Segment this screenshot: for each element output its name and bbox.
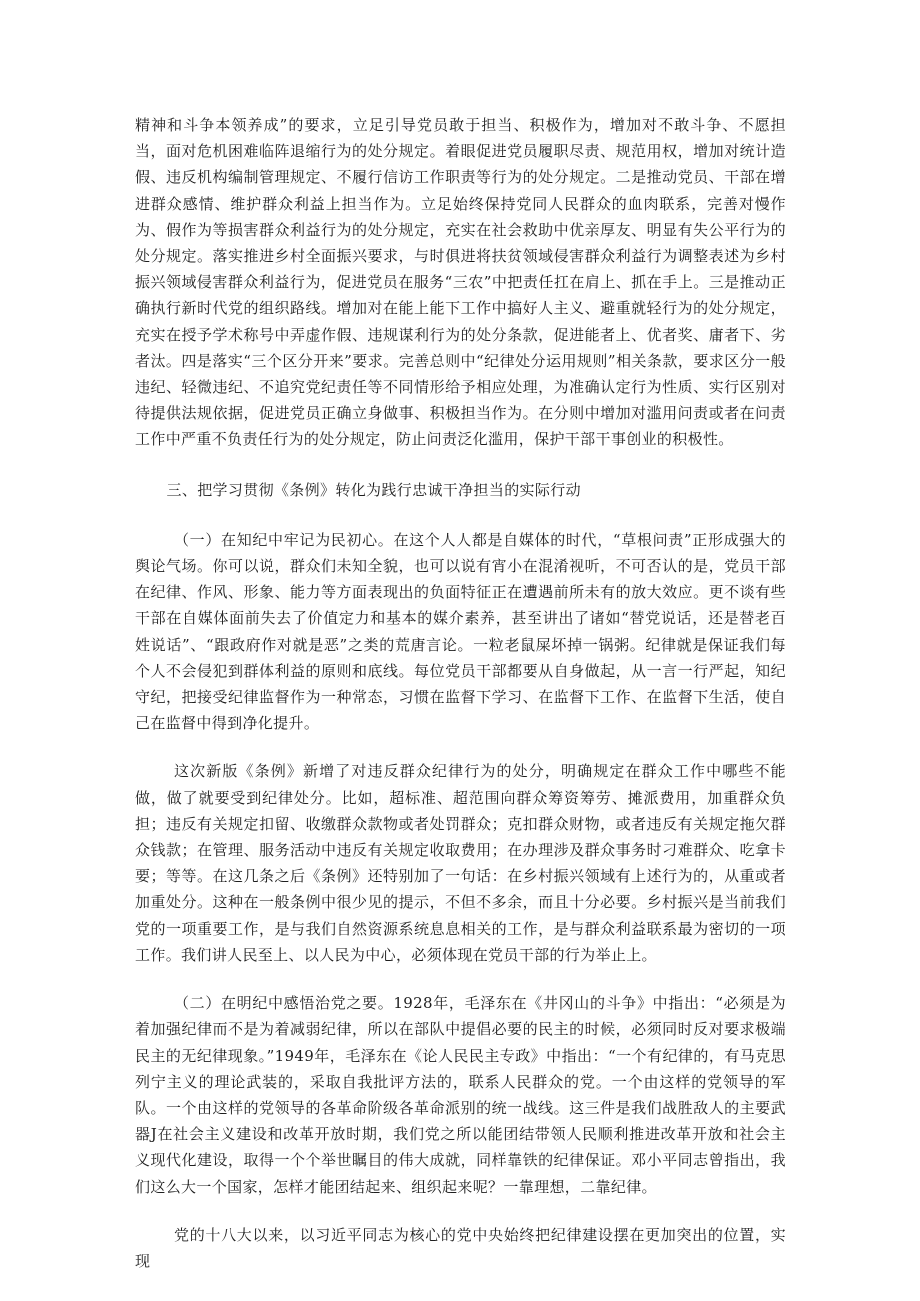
body-paragraph-3: 这次新版《条例》新增了对违反群众纪律行为的处分，明确规定在群众工作中哪些不能做，做了就要受到纪律处分。比如，超标准、超范围向群众筹资筹劳、摊派费用，加重群众负担；违反有关规定扣留、收缴群众款物或者处罚群众；克扣群众财物，或者违反有关规定拖欠群众钱款；在管理、服务活动中违反有关规定收取费用；在办理涉及群众事务时刁难群众、吃拿卡要；等等。在这几条之后《条例》还特别加了一句话：在乡村振兴领域有上述行为的，从重或者加重处分。这种在一般条例中很少见的提示，不但不多余，而且十分必要。乡村振兴是当前我们党的一项重要工作，是与我们自然资源系统息息相关的工作，是与群众利益联系最为密切的一项工作。我们讲人民至上、以人民为中心，必须体现在党员干部的行为举止上。 [135,762,786,964]
body-paragraph-4: （二）在明纪中感悟治党之要。1928年，毛泽东在《井冈山的斗争》中指出：“必须是为着加强纪律而不是为着减弱纪律，所以在部队中提倡必要的民主的时候，必须同时反对要求极端民主的无纪律现象。”1949年，毛泽东在《论人民民主专政》中指出：“一个有纪律的，有马克思列宁主义的理论武装的，采取自我批评方法的，联系人民群众的党。一个由这样的党领导的军队。一个由这样的党领导的各革命阶级各革命派别的统一战线。这三件是我们战胜敌人的主要武器J在社会主义建设和改革开放时期，我们党之所以能团结带领人民顺利推进改革开放和社会主义现代化建设，取得一个个举世瞩目的伟大成就，同样靠铁的纪律保证。邓小平同志曾指出，我们这么大一个国家，怎样才能团结起来、组织起来呢？一靠理想，二靠纪律。 [135,994,786,1196]
section-heading-3: 三、把学习贯彻《条例》转化为践行忠诚干净担当的实际行动 [166,480,581,499]
body-paragraph-2: （一）在知纪中牢记为民初心。在这个人人都是自媒体的时代，“草根问责”正形成强大的舆论气场。你可以说，群众们未知全貌，也可以说有宵小在混淆视听，不可否认的是，党员干部在纪律、作风、形象、能力等方面表现出的负面特征正在遭遇前所未有的放大效应。更不谈有些干部在自媒体面前失去了价值定力和基本的媒介素养，甚至讲出了诸如“替党说话，还是替老百姓说话”、“跟政府作对就是恶”之类的荒唐言论。一粒老鼠屎坏掉一锅粥。纪律就是保证我们每个人不会侵犯到群体利益的原则和底线。每位党员干部都要从自身做起，从一言一行严起，知纪守纪，把接受纪律监督作为一种常态，习惯在监督下学习、在监督下工作、在监督下生活，使自己在监督中得到净化提升。 [135,530,786,733]
body-paragraph-5: 党的十八大以来，以习近平同志为核心的党中央始终把纪律建设摆在更加突出的位置，实现 [135,1225,786,1270]
body-paragraph-1: 精神和斗争本领养成”的要求，立足引导党员敢于担当、积极作为，增加对不敢斗争、不愿担当，面对危机困难临阵退缩行为的处分规定。着眼促进党员履职尽责、规范用权，增加对统计造假、违反机构编制管理规定、不履行信访工作职责等行为的处分规定。二是推动党员、干部在增进群众感情、维护群众利益上担当作为。立足始终保持党同人民群众的血肉联系，完善对慢作为、假作为等损害群众利益行为的处分规定，充实在社会救助中优亲厚友、明显有失公平行为的处分规定。落实推进乡村全面振兴要求，与时俱进将扶贫领域侵害群众利益行为调整表述为乡村振兴领域侵害群众利益行为，促进党员在服务“三农”中把责任扛在肩上、抓在手上。三是推动正确执行新时代党的组织路线。增加对在能上能下工作中搞好人主义、避重就轻行为的处分规定，充实在授予学术称号中弄虚作假、违规谋利行为的处分条款，促进能者上、优者奖、庸者下、劣者汰。四是落实“三个区分开来”要求。完善总则中“纪律处分运用规则”相关条款，要求区分一般违纪、轻微违纪、不追究党纪责任等不同情形给予相应处理，为准确认定行为性质、实行区别对待提供法规依据，促进党员正确立身做事、积极担当作为。在分则中增加对滥用问责或者在问责工作中严重不负责任行为的处分规定，防止问责泛化滥用，保护干部干事创业的积极性。 [135,116,786,449]
